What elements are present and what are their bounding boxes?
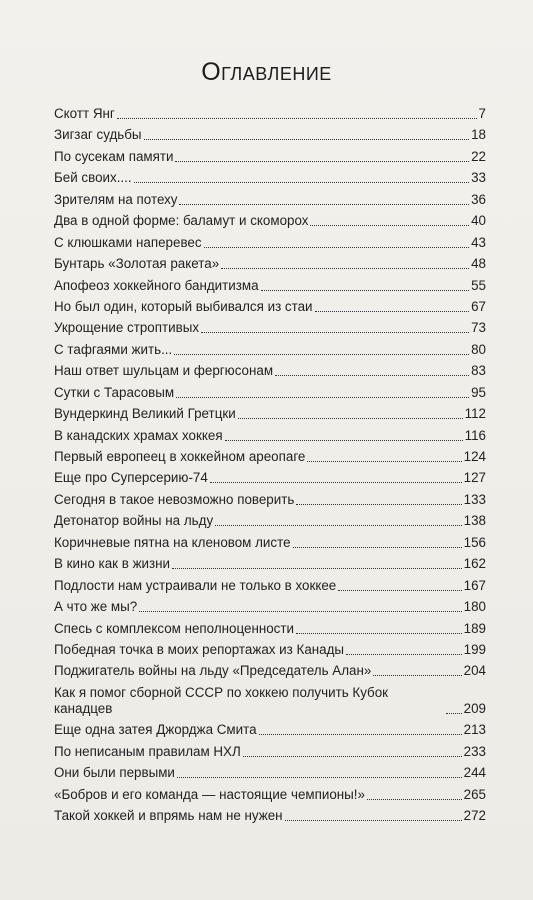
toc-entry-page-number: 80 <box>471 341 486 357</box>
dot-leader <box>373 675 461 676</box>
toc-entry-page-number: 167 <box>463 577 486 593</box>
dot-leader <box>367 799 462 800</box>
toc-entry-title: В кино как в жизни <box>54 556 171 572</box>
toc-entry-title: Детонатор войны на льду <box>54 513 214 529</box>
toc-entry-page-number: 162 <box>463 556 486 572</box>
toc-entry-page-number: 204 <box>463 663 486 679</box>
toc-entry <box>54 599 486 615</box>
dot-leader <box>174 354 469 355</box>
toc-entry <box>54 235 486 251</box>
toc-entry-title: По сусекам памяти <box>54 148 174 164</box>
dot-leader <box>285 820 462 821</box>
toc-entry-page-number: 244 <box>463 765 486 781</box>
toc-entry-page-number: 213 <box>463 722 486 738</box>
toc-entry-page-number: 55 <box>471 277 486 293</box>
toc-entry-page-number: 95 <box>471 384 486 400</box>
toc-entry <box>54 535 486 551</box>
toc-entry-title: А что же мы? <box>54 599 138 615</box>
toc-entry-page-number: 272 <box>463 808 486 823</box>
toc-entry-title: Подлости нам устраивали не только в хоккее <box>54 577 337 593</box>
toc-entry <box>54 492 486 508</box>
toc-entry-page-number: 265 <box>463 786 486 802</box>
toc-entry-page-number: 83 <box>471 363 486 379</box>
dot-leader <box>221 268 469 269</box>
toc-entry-title: Коричневые пятна на кленовом листе <box>54 534 291 550</box>
dot-leader <box>172 568 462 569</box>
toc-entry <box>54 642 486 658</box>
toc-entry-title: Сегодня в такое невозможно поверить <box>54 491 295 507</box>
toc-entry-page-number: 22 <box>471 148 486 164</box>
toc-entry <box>54 428 486 444</box>
dot-leader <box>134 182 469 183</box>
toc-entry-title: Наш ответ шульцам и фергюсонам <box>54 363 274 379</box>
toc-entry-title: Спесь с комплексом неполноценности <box>54 620 294 636</box>
toc-entry-page-number: 133 <box>463 491 486 507</box>
toc-entry-title: Укрощение строптивых <box>54 320 200 336</box>
toc-entry <box>54 685 486 717</box>
toc-entry-title: Еще про Суперсерию-74 <box>54 470 208 486</box>
dot-leader <box>210 482 462 483</box>
toc-entry <box>54 213 486 229</box>
toc-entry <box>54 342 486 358</box>
toc-entry-title: В канадских храмах хоккея <box>54 427 223 443</box>
toc-entry-page-number: 189 <box>463 620 486 636</box>
dot-leader <box>177 777 462 778</box>
dot-leader <box>338 590 461 591</box>
toc-entry-title: С клюшками наперевес <box>54 234 202 250</box>
toc-entry <box>54 320 486 336</box>
dot-leader <box>179 204 469 205</box>
toc-entry-title: «Бобров и его команда — настоящие чемпионы!» <box>54 786 365 802</box>
toc-entry <box>54 256 486 272</box>
toc-entry-page-number: 36 <box>471 191 486 207</box>
toc-entry <box>54 449 486 465</box>
toc-entry <box>54 578 486 594</box>
toc-entry-title: Сутки с Тарасовым <box>54 384 175 400</box>
dot-leader <box>238 418 463 419</box>
toc-entry <box>54 722 486 738</box>
dot-leader <box>204 247 470 248</box>
toc-entry-page-number: 199 <box>463 641 486 657</box>
dot-leader <box>315 311 470 312</box>
toc-entry <box>54 765 486 781</box>
toc-entry <box>54 513 486 529</box>
toc-entry-title: С тафгаями жить... <box>54 341 173 357</box>
toc-entry-page-number: 40 <box>471 213 486 229</box>
toc-entry-page-number: 233 <box>463 743 486 759</box>
dot-leader <box>175 161 469 162</box>
toc-entry-page-number: 156 <box>463 534 486 550</box>
toc-entry-title: Зигзаг судьбы <box>54 127 142 143</box>
toc-entry-page-number: 112 <box>464 406 486 422</box>
toc-entry <box>54 363 486 379</box>
toc-entry <box>54 278 486 294</box>
toc-entry <box>54 406 486 422</box>
toc-entry-page-number: 33 <box>471 170 486 186</box>
toc-entry-title: Но был один, который выбивался из стаи <box>54 298 313 314</box>
dot-leader <box>144 139 470 140</box>
dot-leader <box>215 525 462 526</box>
toc-entry-title: Первый европеец в хоккейном ареопаге <box>54 449 306 464</box>
toc-entry-title: Еще одна затея Джорджа Смита <box>54 722 257 738</box>
dot-leader <box>117 118 477 119</box>
toc-entry-page-number: 7 <box>478 106 486 121</box>
toc-entry-title: Победная точка в моих репортажах из Канады <box>54 641 345 657</box>
dot-leader <box>296 504 461 505</box>
toc-entry <box>54 808 486 824</box>
table-of-contents <box>54 106 486 829</box>
toc-entry <box>54 170 486 186</box>
toc-entry-page-number: 124 <box>463 449 486 464</box>
toc-entry-page-number: 73 <box>471 320 486 336</box>
toc-entry-page-number: 116 <box>464 427 486 443</box>
dot-leader <box>225 440 463 441</box>
dot-leader <box>201 332 469 333</box>
toc-entry <box>54 470 486 486</box>
toc-entry-title: Такой хоккей и впрямь нам не нужен <box>54 808 283 823</box>
toc-entry <box>54 556 486 572</box>
toc-entry-title: Апофеоз хоккейного бандитизма <box>54 277 259 293</box>
toc-entry <box>54 299 486 315</box>
toc-entry <box>54 106 486 122</box>
toc-entry-title: Как я помог сборной СССР по хоккею получить Кубок канадцев <box>54 684 389 716</box>
toc-entry-title: Скотт Янг <box>54 106 115 121</box>
dot-leader <box>261 290 470 291</box>
toc-entry-page-number: 48 <box>471 256 486 272</box>
toc-entry <box>54 192 486 208</box>
toc-entry <box>54 127 486 143</box>
toc-entry-page-number: 43 <box>471 234 486 250</box>
toc-entry <box>54 663 486 679</box>
dot-leader <box>310 225 469 226</box>
toc-entry <box>54 744 486 760</box>
dot-leader <box>307 461 461 462</box>
toc-entry-page-number: 209 <box>463 700 486 716</box>
toc-entry-page-number: 67 <box>471 298 486 314</box>
toc-entry-title: Зрителям на потеху <box>54 191 178 207</box>
dot-leader <box>243 756 462 757</box>
toc-entry-page-number: 138 <box>463 513 486 529</box>
toc-entry-title: Бунтарь «Золотая ракета» <box>54 256 220 272</box>
toc-entry <box>54 149 486 165</box>
toc-entry-page-number: 18 <box>471 127 486 143</box>
toc-entry-title: Поджигатель войны на льду «Председатель Алан» <box>54 663 372 679</box>
toc-entry-page-number: 180 <box>463 599 486 615</box>
toc-entry <box>54 787 486 803</box>
toc-entry-title: Они были первыми <box>54 765 175 781</box>
toc-entry <box>54 385 486 401</box>
toc-entry-title: По неписаным правилам НХЛ <box>54 743 241 759</box>
dot-leader <box>139 611 461 612</box>
toc-entry-title: Два в одной форме: баламут и скоморох <box>54 213 309 229</box>
toc-entry <box>54 621 486 637</box>
dot-leader <box>446 713 462 714</box>
toc-entry-title: Бей своих.... <box>54 170 132 186</box>
toc-entry-page-number: 127 <box>463 470 486 486</box>
dot-leader <box>296 633 462 634</box>
dot-leader <box>176 397 469 398</box>
dot-leader <box>259 734 462 735</box>
dot-leader <box>346 654 462 655</box>
toc-entry-title: Вундеркинд Великий Гретцки <box>54 406 236 422</box>
page-title: Оглавление <box>201 58 332 86</box>
dot-leader <box>275 375 469 376</box>
dot-leader <box>293 547 462 548</box>
